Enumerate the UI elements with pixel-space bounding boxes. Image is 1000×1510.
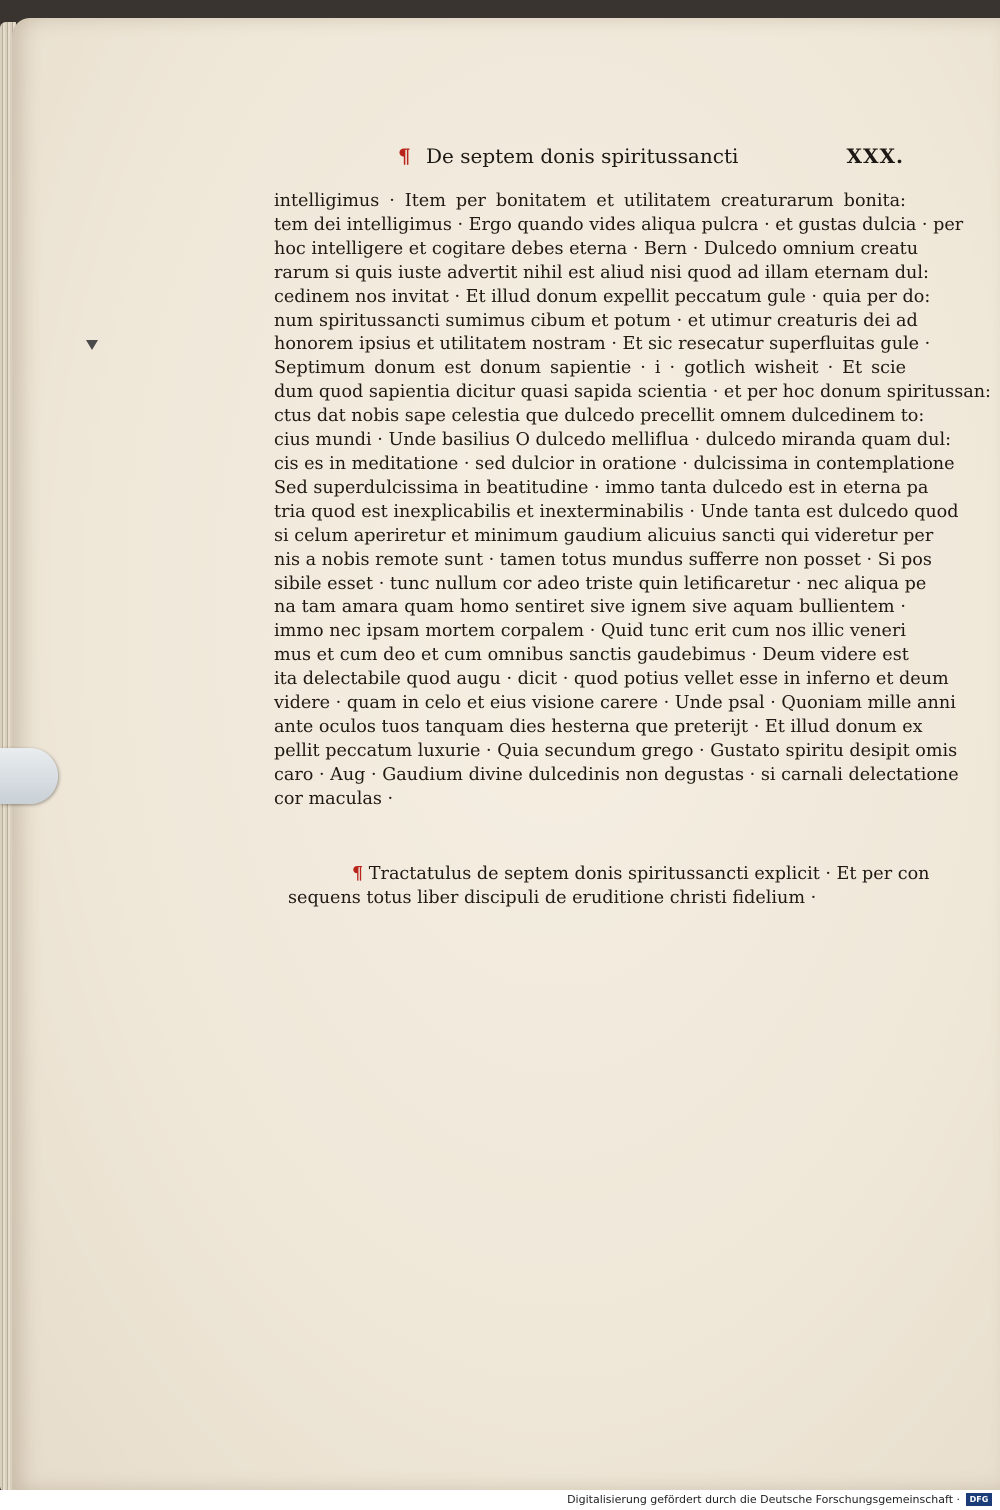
text-line: dum quod sapientia dicitur quasi sapida scientia · et per hoc donum spiritussan: xyxy=(274,382,991,403)
explicit-line-text: Tractatulus de septem donis spiritussancti explicit · Et per con xyxy=(368,864,930,884)
text-line: hoc intelligere et cogitare debes eterna · Bern · Dulcedo omnium creatu xyxy=(274,238,919,259)
explicit-line: sequens totus liber discipuli de eruditione christi fidelium · xyxy=(288,888,817,908)
text-line: tria quod est inexplicabilis et inexterminabilis · Unde tanta est dulcedo quod xyxy=(274,501,959,522)
text-line: num spiritussancti sumimus cibum et potum · et utimur creaturis dei ad xyxy=(274,310,918,331)
explicit-line xyxy=(352,862,930,886)
text-line: Sed superdulcissima in beatitudine · immo tanta dulcedo est in eterna pa xyxy=(274,477,929,498)
running-title: De septem donis spiritussancti xyxy=(426,144,739,168)
text-line: ita delectabile quod augu · dicit · quod potius vellet esse in inferno et deum xyxy=(274,669,949,690)
text-line: cius mundi · Unde basilius O dulcedo melliflua · dulcedo miranda quam dul: xyxy=(274,430,952,451)
footer-bar xyxy=(0,1490,1000,1510)
text-line: nis a nobis remote sunt · tamen totus mundus sufferre non posset · Si pos xyxy=(274,549,932,570)
pilcrow-icon: ¶ xyxy=(398,144,411,168)
text-line: immo nec ipsam mortem corpalem · Quid tunc erit cum nos illic veneri xyxy=(274,621,906,642)
page-header xyxy=(398,144,904,170)
text-line: intelligimus · Item per bonitatem et utilitatem creaturarum bonita: xyxy=(274,191,906,211)
text-line: na tam amara quam homo sentiret sive ignem sive aquam bullientem · xyxy=(274,597,906,618)
pilcrow-icon: ¶ xyxy=(352,863,364,884)
text-line: cor maculas · xyxy=(274,788,394,809)
text-line: mus et cum deo et cum omnibus sanctis gaudebimus · Deum videre est xyxy=(274,645,909,666)
page-clip-icon xyxy=(0,748,58,804)
text-line: pellit peccatum luxurie · Quia secundum grego · Gustato spiritu desipit omis xyxy=(274,740,958,761)
margin-mark-icon xyxy=(86,340,98,350)
text-line: si celum aperiretur et minimum gaudium alicuius sancti qui videretur per xyxy=(274,525,934,546)
text-line: tem dei intelligimus · Ergo quando vides aliqua pulcra · et gustas dulcia · per xyxy=(274,214,964,235)
text-line: cis es in meditatione · sed dulcior in oratione · dulcissima in contemplatione xyxy=(274,453,955,474)
text-line: caro · Aug · Gaudium divine dulcedinis non degustas · si carnali delectatione xyxy=(274,764,959,785)
folio-number: XXX. xyxy=(846,144,904,168)
text-line: sibile esset · tunc nullum cor adeo triste quin letificaretur · nec aliqua pe xyxy=(274,573,927,594)
text-line: cedinem nos invitat · Et illud donum expellit peccatum gule · quia per do: xyxy=(274,286,931,307)
dfg-logo: DFG xyxy=(966,1493,992,1506)
text-line: Septimum donum est donum sapientie · i · gotlich wisheit · Et scie xyxy=(274,358,906,379)
text-line: honorem ipsius et utilitatem nostram · Et sic resecatur superfluitas gule · xyxy=(274,334,931,355)
footer-credit: Digitalisierung gefördert durch die Deutsche Forschungsgemeinschaft · xyxy=(567,1493,960,1506)
text-line: videre · quam in celo et eius visione carere · Unde psal · Quoniam mille anni xyxy=(274,693,956,714)
text-line: ctus dat nobis sape celestia que dulcedo precellit omnem dulcedinem to: xyxy=(274,406,925,427)
text-line: ante oculos tuos tanquam dies hesterna que preterijt · Et illud donum ex xyxy=(274,716,923,737)
explicit-paragraph xyxy=(288,862,930,910)
text-line: rarum si quis iuste advertit nihil est aliud nisi quod ad illam eternam dul: xyxy=(274,262,929,283)
body-text xyxy=(274,190,991,812)
